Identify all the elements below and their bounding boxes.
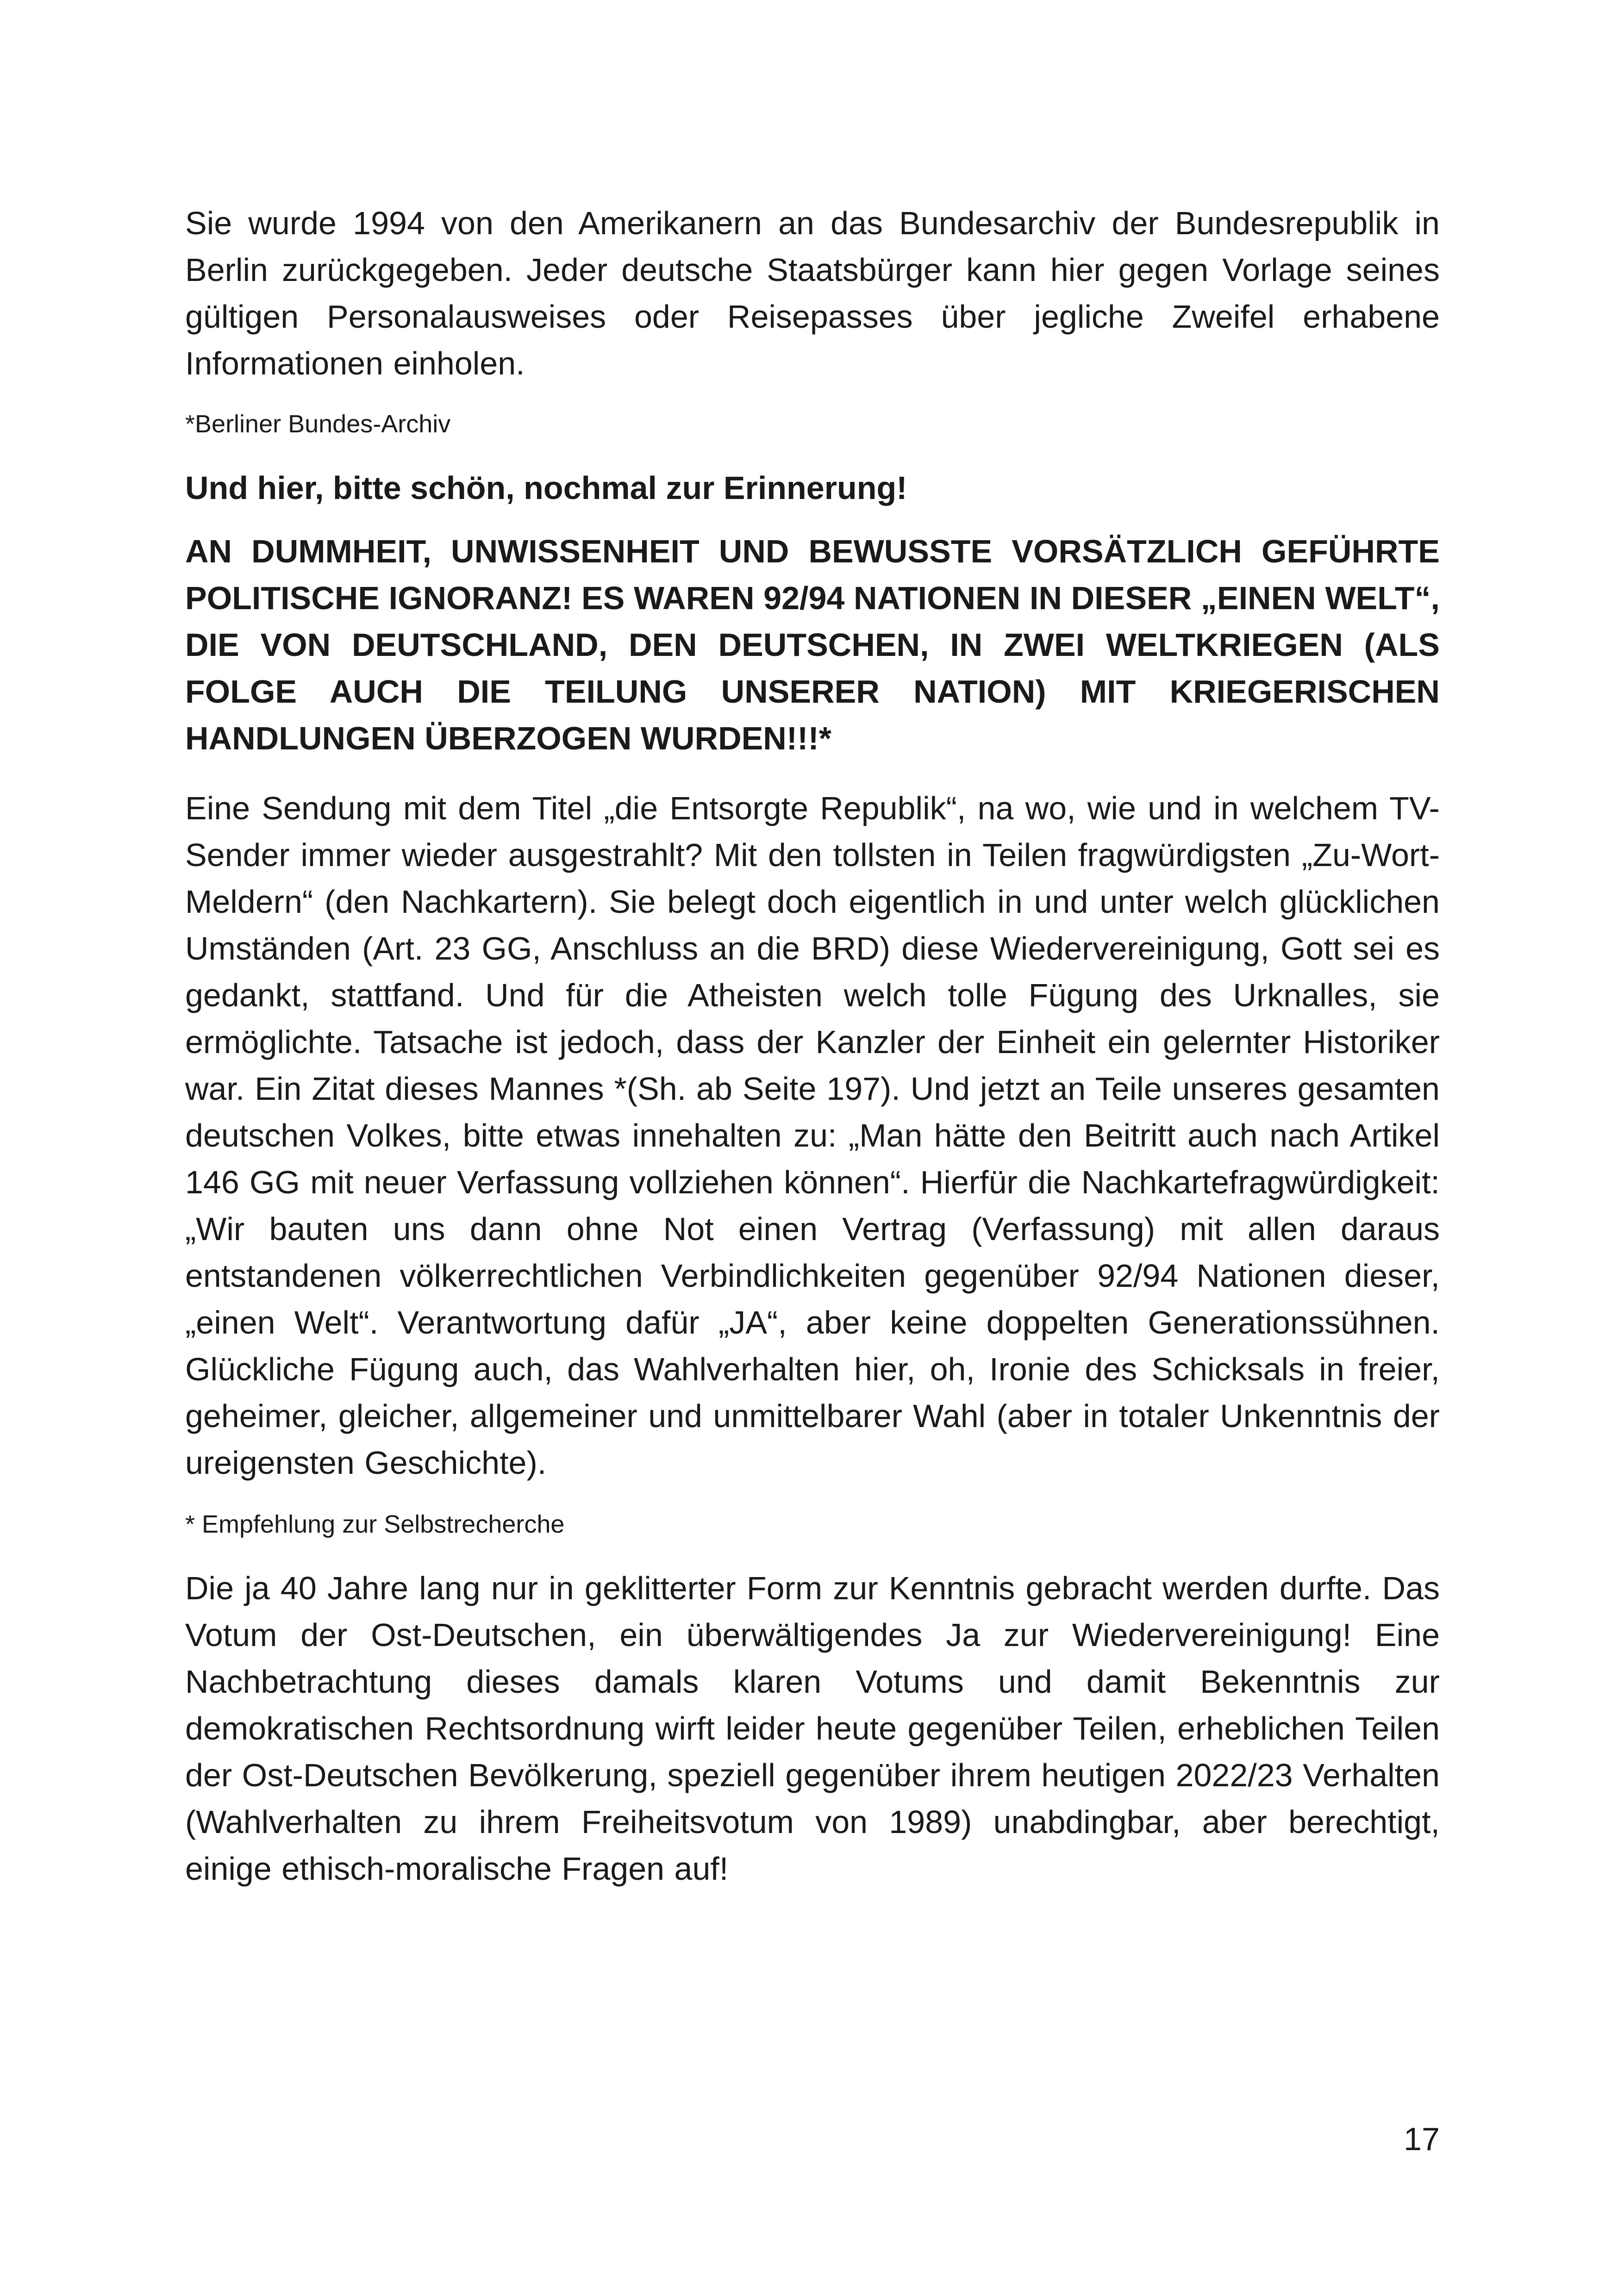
bold-caps-statement: AN DUMMHEIT, UNWISSENHEIT UND BEWUSSTE VORSÄTZLICH GEFÜHRTE POLITISCHE IGNORANZ! ES WAREN 92/94 NATIONEN IN DIESER „EINEN WELT“, DIE VON DEUTSCHLAND, DEN DEUTSCHEN, IN ZWEI WELTKRIEGEN (ALS FOLGE AUCH DIE TEILUNG UNSERER NATION) MIT KRIEGERISCHEN HANDLUNGEN ÜBERZOGEN WURDEN!!!* — [185, 533, 1440, 756]
paragraph-bundesarchiv: Sie wurde 1994 von den Amerikanern an das Bundesarchiv der Bundesrepublik in Berlin zurückgegeben. Jeder deutsche Staatsbürger kann hier gegen Vorlage seines gültigen Personalausweises oder Reisepasses über jegliche Zweifel erhabene Informationen einholen. — [185, 205, 1440, 381]
bold-heading-erinnerung: Und hier, bitte schön, nochmal zur Erinnerung! — [185, 470, 907, 506]
footnote-berliner-bundes-archiv: *Berliner Bundes-Archiv — [185, 410, 451, 438]
page-number: 17 — [1404, 2121, 1440, 2157]
page-body — [185, 200, 1440, 1892]
paragraph-entsorgte-republik: Eine Sendung mit dem Titel „die Entsorgte Republik“, na wo, wie und in welchem TV-Sender immer wieder ausgestrahlt? Mit den tollsten in Teilen fragwürdigsten „Zu-Wort-Meldern“ (den Nachkartern). Sie belegt doch eigentlich in und unter welch glücklichen Umständen (Art. 23 GG, Anschluss an die BRD) diese Wiedervereinigung, Gott sei es gedankt, stattfand. Und für die Atheisten welch tolle Fügung des Urknalles, sie ermöglichte. Tatsache ist jedoch, dass der Kanzler der Einheit ein gelernter Historiker war. Ein Zitat dieses Mannes *(Sh. ab Seite 197). Und jetzt an Teile unseres gesamten deutschen Volkes, bitte etwas innehalten zu: „Man hätte den Beitritt auch nach Artikel 146 GG mit neuer Verfassung vollziehen können“. Hierfür die Nachkartefragwürdigkeit: „Wir bauten uns dann ohne Not einen Vertrag (Verfassung) mit allen daraus entstandenen völkerrechtlichen Verbindlichkeiten gegenüber 92/94 Nationen dieser, „einen Welt“. Verantwortung dafür „JA“, aber keine doppelten Generationssühnen. Glückliche Fügung auch, das Wahlverhalten hier, oh, Ironie des Schicksals in freier, geheimer, gleicher, allgemeiner und unmittelbarer Wahl (aber in totaler Unkenntnis der ureigensten Geschichte). — [185, 790, 1440, 1481]
paragraph-ost-deutschen-votum: Die ja 40 Jahre lang nur in geklitterter Form zur Kenntnis gebracht werden durfte. Das Votum der Ost-Deutschen, ein überwältigendes Ja zur Wiedervereinigung! Eine Nachbetrachtung dieses damals klaren Votums und damit Bekenntnis zur demokratischen Rechtsordnung wirft leider heute gegenüber Teilen, erheblichen Teilen der Ost-Deutschen Bevölkerung, speziell gegenüber ihrem heutigen 2022/23 Verhalten (Wahlverhalten zu ihrem Freiheitsvotum von 1989) unabdingbar, aber berechtigt, einige ethisch-moralische Fragen auf! — [185, 1570, 1440, 1887]
footnote-selbstrecherche: * Empfehlung zur Selbstrecherche — [185, 1510, 565, 1538]
